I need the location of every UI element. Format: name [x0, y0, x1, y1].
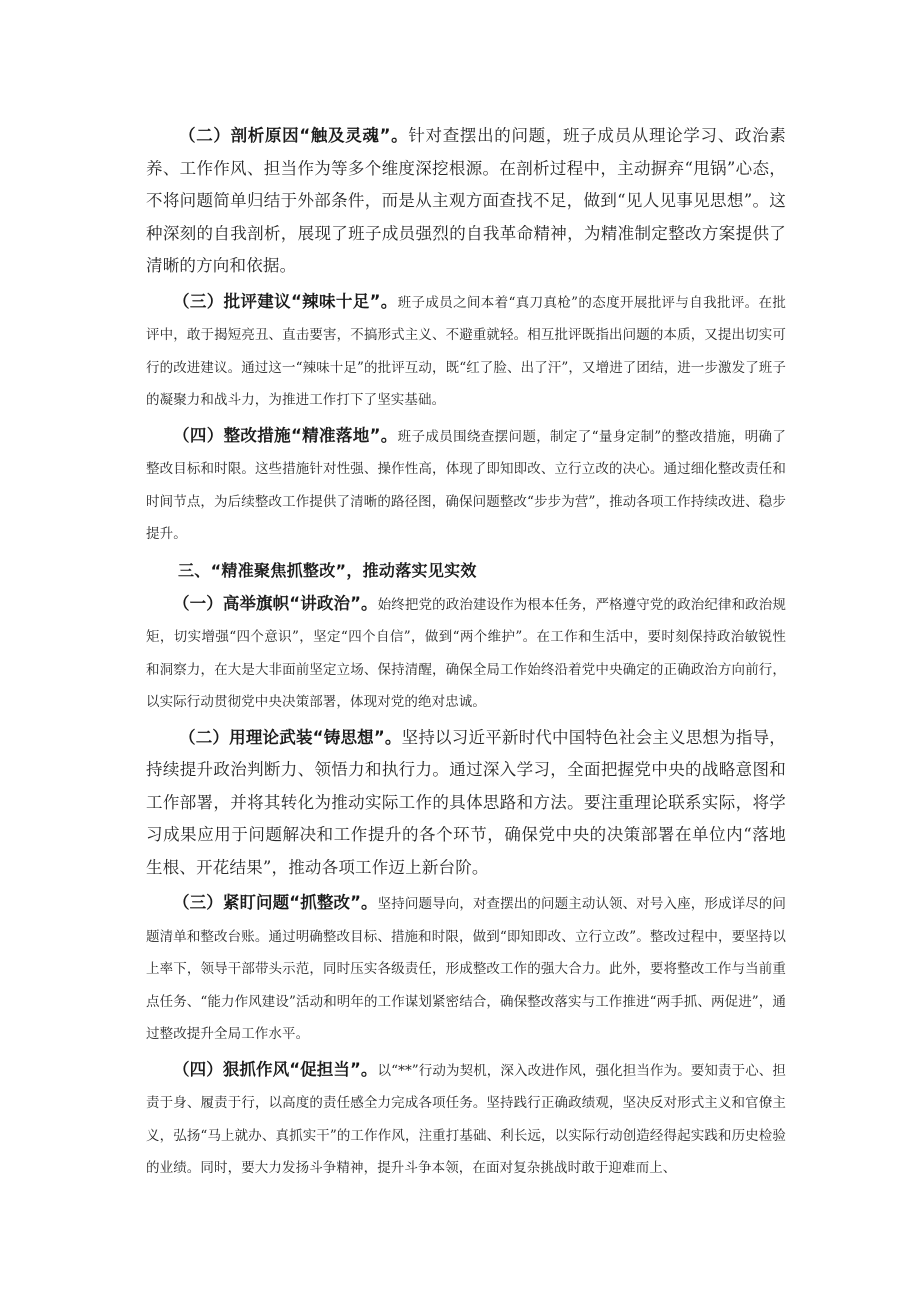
section-title: 三、“精准聚焦抓整改”，推动落实见实效	[178, 560, 477, 580]
paragraph-heading: （三）批评建议“辣味十足”。	[173, 291, 398, 311]
paragraph-work-style	[146, 1054, 786, 1185]
paragraph-heading: （二）用理论武装“铸思想”。	[179, 727, 402, 747]
paragraph-heading: （二）剖析原因“触及灵魂”。	[179, 126, 409, 145]
paragraph-heading: （三）紧盯问题“抓整改”。	[173, 893, 378, 912]
paragraph-text: 始终把党的政治建设作为根本任务，严格遵守党的政治纪律和政治规矩，切实增强“四个意识”，坚定“四个自信”，做到“两个维护”。在工作和生活中，要时刻保持政治敏锐性和洞察力，在大是大非面前坚定立场、保持清醒，确保全局工作始终沿着党中央确定的正确政治方向前行，以实际行动贯彻党中央决策部署，体现对党的绝对忠诚。	[146, 596, 787, 710]
paragraph-problems	[146, 887, 786, 1051]
paragraph-text: 坚持问题导向，对查摆出的问题主动认领、对号入座，形成详尽的问题清单和整改台账。通过明确整改目标、措施和时限，做到“即知即改、立行立改”。整改过程中，要坚持以上率下，领导干部带头示范，同时压实各级责任，形成整改工作的强大合力。此外，要将整改工作与当前重点任务、“能力作风建设”活动和明年的工作谋划紧密结合，确保整改落实与工作推进“两手抓、两促进”，通过整改提升全局工作水平。	[146, 896, 787, 1042]
paragraph-text: 以“**”行动为契机，深入改进作风，强化担当作为。要知责于心、担责于身、履责于行，以高度的责任感全力完成各项任务。坚持践行正确政绩观，坚决反对形式主义和官僚主义，弘扬“马上就办、真抓实干”的工作作风，注重打基础、利长远，以实际行动创造经得起实践和历史检验的业绩。同时，要大力发扬斗争精神，提升斗争本领，在面对复杂挑战时敢于迎难而上、	[146, 1062, 787, 1176]
paragraph-politics	[146, 588, 786, 719]
paragraph-rectification-measures	[146, 420, 786, 551]
document-body	[146, 120, 786, 1185]
paragraph-heading: （四）整改措施“精准落地”。	[173, 425, 398, 445]
paragraph-criticism	[146, 286, 786, 417]
paragraph-heading: （四）狠抓作风“促担当”。	[173, 1059, 378, 1079]
paragraph-text: 班子成员围绕查摆问题，制定了“量身定制”的整改措施，明确了整改目标和时限。这些措施针对性强、操作性高，体现了即知即改、立行立改的决心。通过细化整改责任和时间节点，为后续整改工作提供了清晰的路径图，确保问题整改“步步为营”，推动各项工作持续改进、稳步提升。	[146, 428, 786, 542]
paragraph-text: 坚持以习近平新时代中国特色社会主义思想为指导，持续提升政治判断力、领悟力和执行力。通过深入学习，全面把握党中央的战略意图和工作部署，并将其转化为推动实际工作的具体思路和方法。要注重理论联系实际，将学习成果应用于问题解决和工作提升的各个环节，确保党中央的决策部署在单位内“落地生根、开花结果”，推动各项工作迈上新台阶。	[146, 727, 786, 877]
paragraph-analyze-causes	[146, 120, 786, 283]
paragraph-heading: （一）高举旗帜“讲政治”。	[173, 593, 378, 613]
paragraph-text: 针对查摆出的问题，班子成员从理论学习、政治素养、工作作风、担当作为等多个维度深挖根源。在剖析过程中，主动摒弃“甩锅”心态，不将问题简单归结于外部条件，而是从主观方面查找不足，做到“见人见事见思想”。这种深刻的自我剖析，展现了班子成员强烈的自我革命精神，为精准制定整改方案提供了清晰的方向和依据。	[146, 126, 786, 275]
paragraph-text: 班子成员之间本着“真刀真枪”的态度开展批评与自我批评。在批评中，敢于揭短亮丑、直击要害，不搞形式主义、不避重就轻。相互批评既指出问题的本质，又提出切实可行的改进建议。通过这一“辣味十足”的批评互动，既“红了脸、出了汗”，又增进了团结，进一步激发了班子的凝聚力和战斗力，为推进工作打下了坚实基础。	[146, 294, 787, 408]
paragraph-theory	[146, 722, 786, 885]
